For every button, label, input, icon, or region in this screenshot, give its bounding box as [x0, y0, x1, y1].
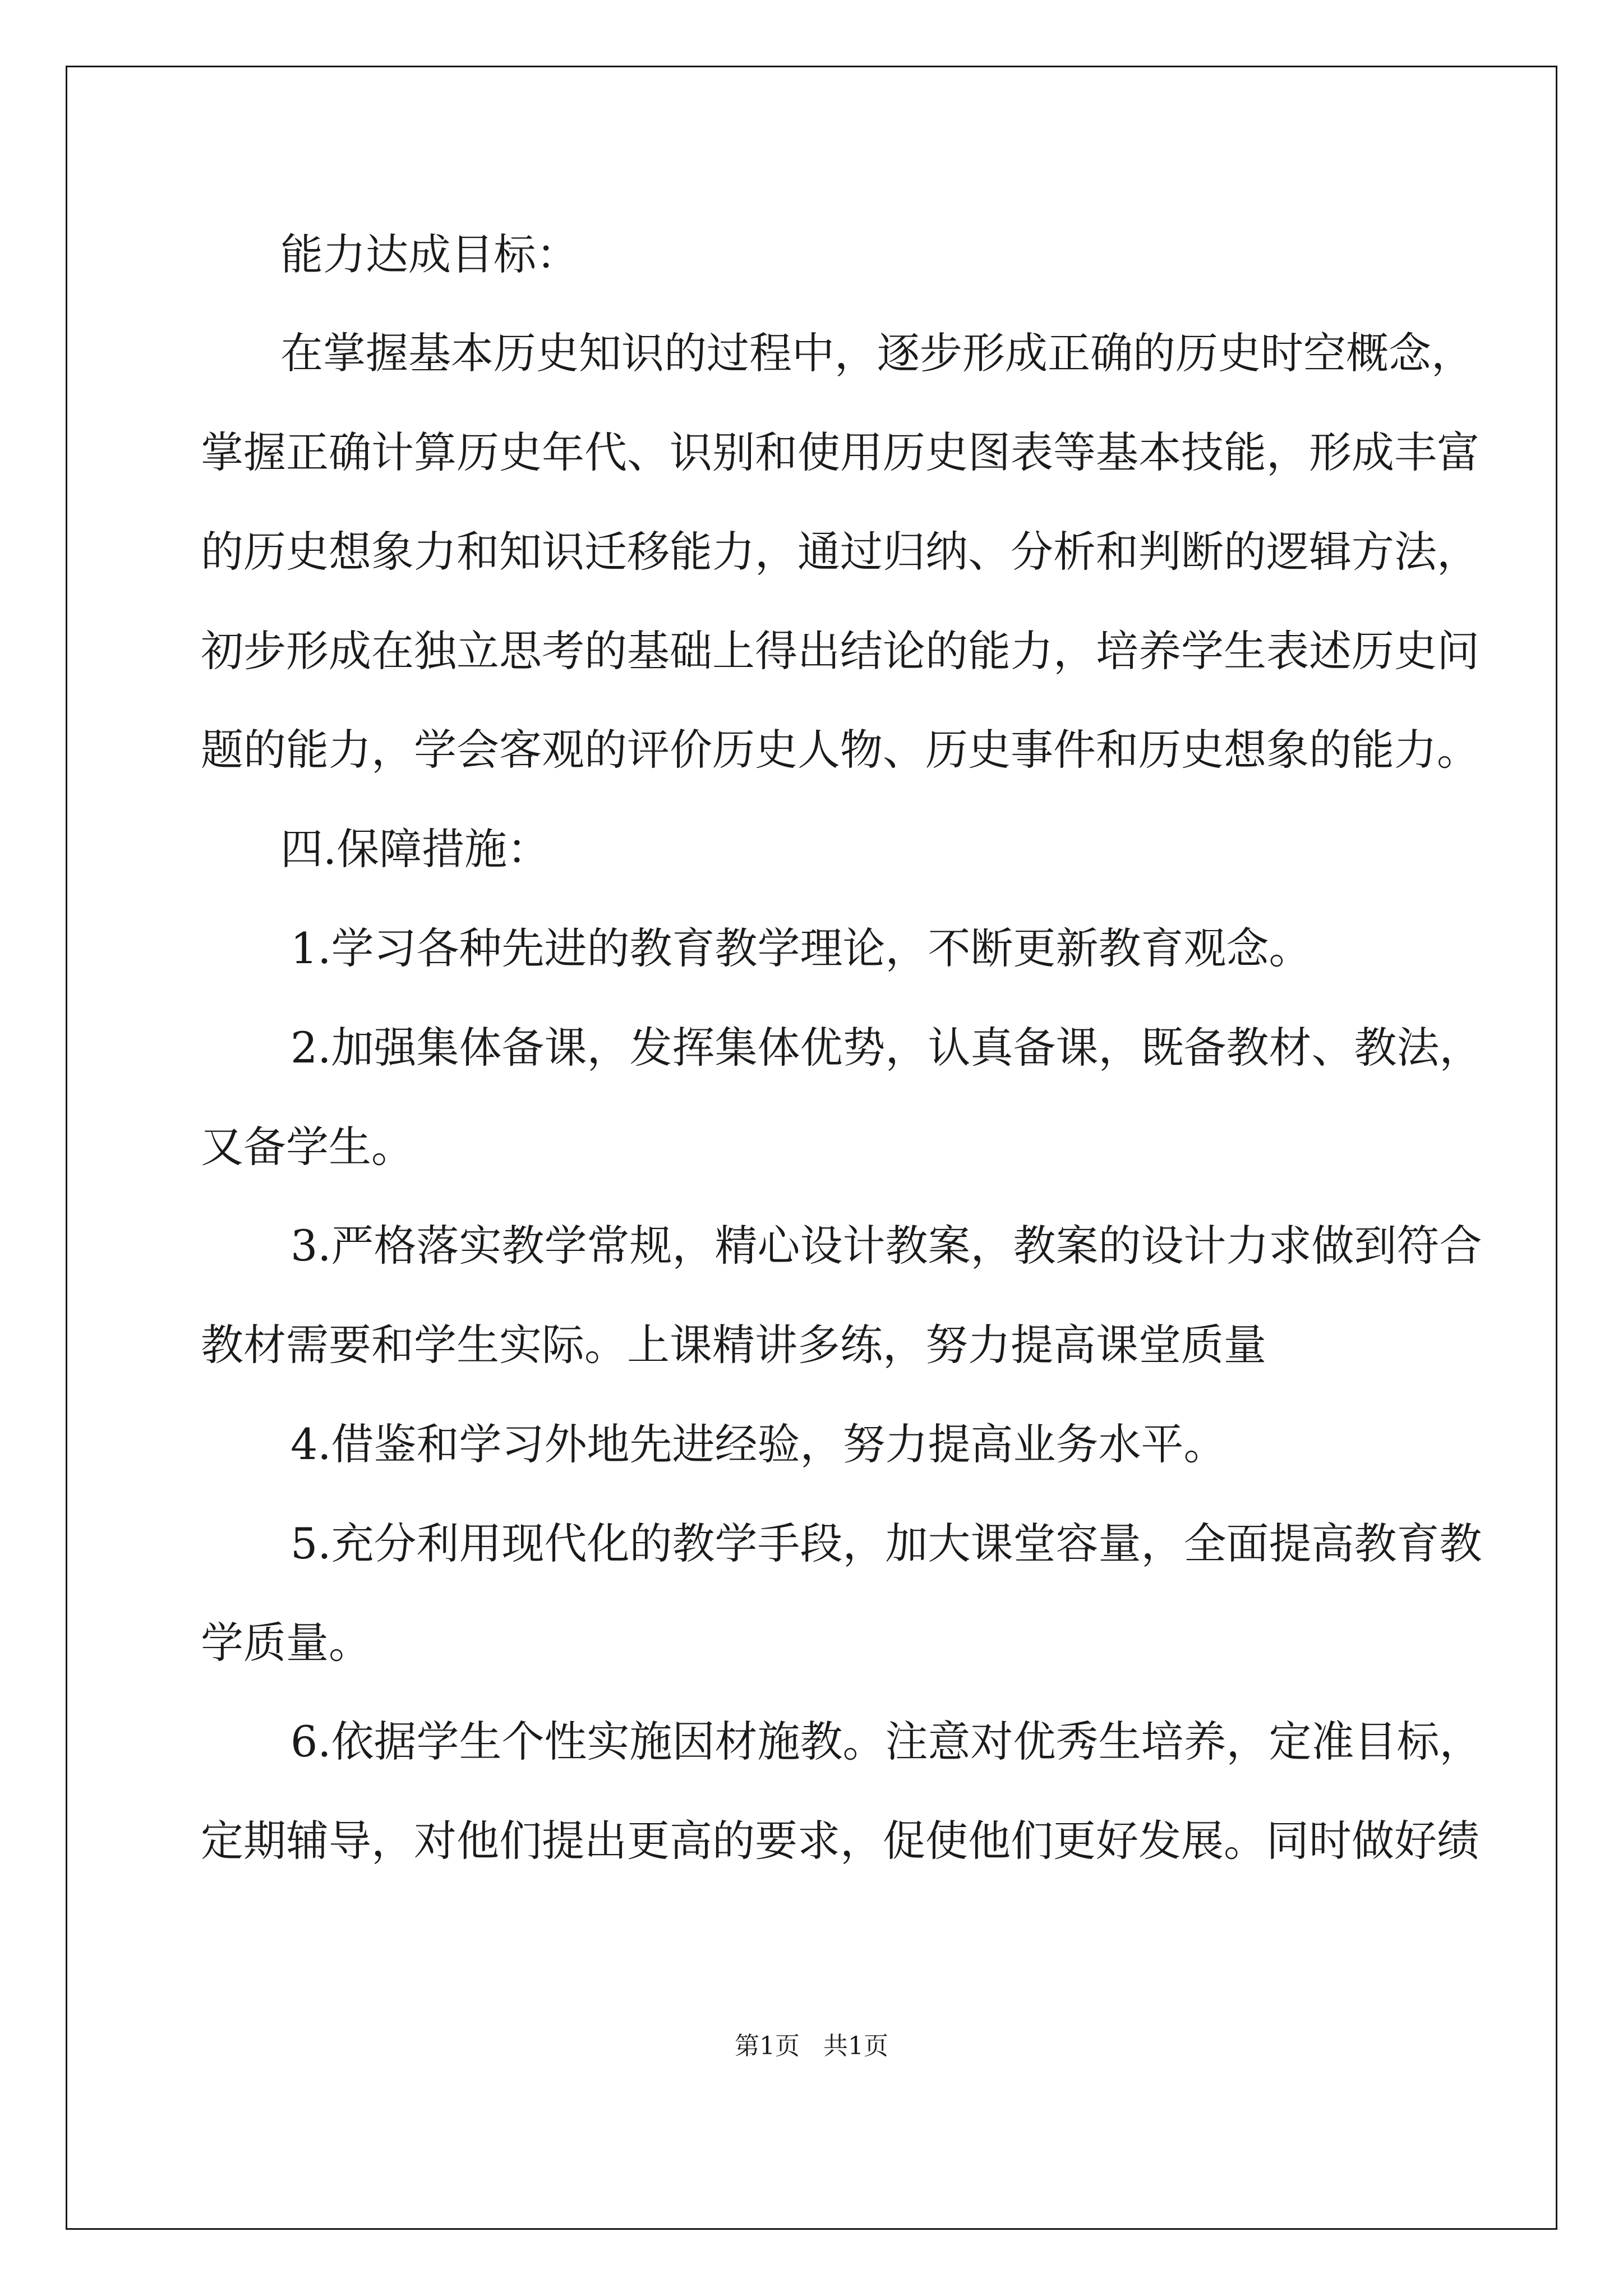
text-line: 题的能力，学会客观的评价历史人物、历史事件和历史想象的能力。 — [201, 725, 1479, 775]
text-line: 定期辅导，对他们提出更高的要求，促使他们更好发展。同时做好绩 — [201, 1816, 1479, 1866]
list-item: 4.借鉴和学习外地先进经验，努力提高业务水平。 — [291, 1419, 1227, 1469]
text-line: 的历史想象力和知识迁移能力，通过归纳、分析和判断的逻辑方法， — [201, 527, 1479, 577]
list-item: 1.学习各种先进的教育教学理论，不断更新教育观念。 — [291, 923, 1312, 973]
heading-safeguard-measures: 四.保障措施： — [280, 824, 550, 874]
list-item: 2.加强集体备课，发挥集体优势，认真备课，既备教材、教法， — [291, 1023, 1482, 1073]
page-number-footer: 第1页 共1页 — [735, 2032, 888, 2060]
text-line: 学质量。 — [201, 1618, 371, 1668]
text-line: 教材需要和学生实际。上课精讲多练，努力提高课堂质量 — [201, 1320, 1266, 1370]
list-item: 5.充分利用现代化的教学手段，加大课堂容量，全面提高教育教 — [291, 1519, 1482, 1568]
text-line: 在掌握基本历史知识的过程中，逐步形成正确的历史时空概念， — [280, 328, 1474, 378]
heading-ability-goals: 能力达成目标： — [280, 229, 579, 279]
text-line: 初步形成在独立思考的基础上得出结论的能力，培养学生表述历史问 — [201, 626, 1479, 676]
list-item: 3.严格落实教学常规，精心设计教案，教案的设计力求做到符合 — [291, 1221, 1482, 1271]
list-item: 6.依据学生个性实施因材施教。注意对优秀生培养，定准目标， — [291, 1717, 1482, 1766]
text-line: 掌握正确计算历史年代、识别和使用历史图表等基本技能，形成丰富 — [201, 427, 1479, 477]
text-line: 又备学生。 — [201, 1122, 414, 1172]
